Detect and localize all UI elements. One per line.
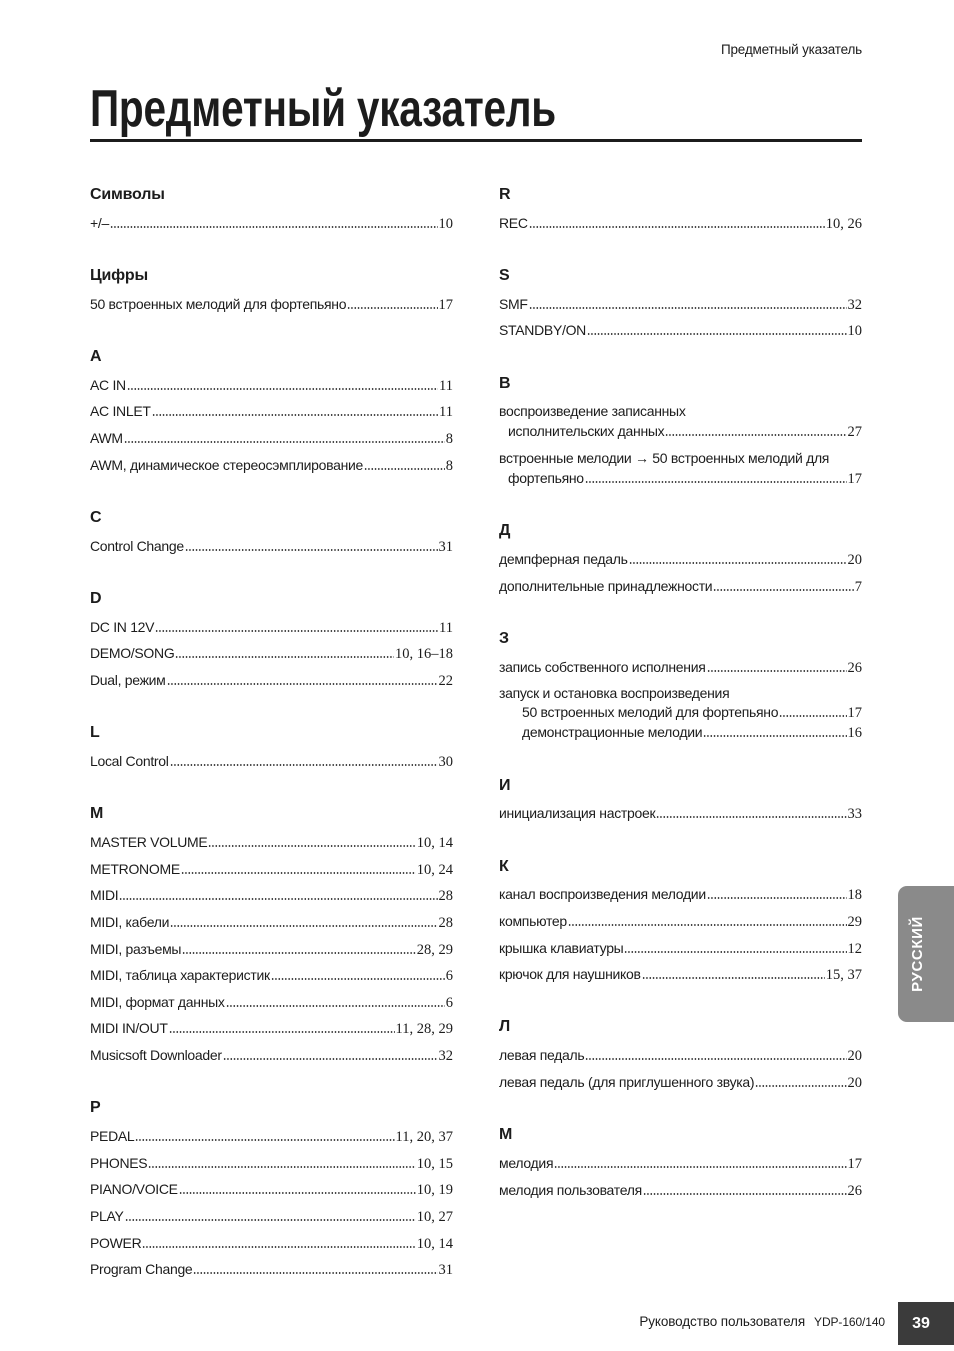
index-entry-row bbox=[499, 576, 862, 597]
entry-label: исполнительских данных bbox=[508, 423, 665, 440]
index-entry bbox=[499, 801, 862, 828]
dot-leader bbox=[148, 1166, 415, 1168]
section-heading: C bbox=[90, 508, 102, 526]
index-section bbox=[499, 852, 862, 989]
index-section bbox=[90, 342, 453, 479]
index-entry bbox=[499, 573, 862, 600]
dot-leader bbox=[656, 816, 846, 818]
index-entry-row bbox=[90, 401, 453, 422]
dot-leader bbox=[155, 630, 438, 632]
entry-label: AWM bbox=[90, 430, 123, 447]
index-entry-row bbox=[499, 1045, 862, 1066]
entry-label: SMF bbox=[499, 295, 528, 312]
index-entry-row bbox=[499, 911, 862, 932]
entry-label: левая педаль bbox=[499, 1047, 585, 1064]
page-reference: 18 bbox=[847, 887, 862, 904]
entry-label: мелодия пользователя bbox=[499, 1181, 642, 1198]
dot-leader bbox=[152, 414, 438, 416]
page-reference: 11 bbox=[439, 619, 453, 636]
index-section bbox=[499, 261, 862, 344]
index-entry bbox=[90, 909, 453, 936]
dot-leader bbox=[223, 1058, 438, 1060]
dot-leader bbox=[226, 1005, 445, 1007]
dot-leader bbox=[703, 735, 846, 737]
dot-leader bbox=[707, 897, 847, 899]
entry-label: фортепьяно bbox=[508, 470, 584, 487]
index-entry bbox=[499, 546, 862, 573]
index-entry bbox=[90, 1176, 453, 1203]
entry-label: компьютер bbox=[499, 913, 567, 930]
page-reference: 31 bbox=[438, 1262, 453, 1279]
dot-leader bbox=[707, 670, 847, 672]
page-reference: 33 bbox=[847, 806, 862, 823]
entry-label: дополнительные принадлежности bbox=[499, 577, 713, 594]
page-reference: 32 bbox=[847, 296, 862, 313]
index-entry bbox=[499, 961, 862, 988]
footer-model: YDP-160/140 bbox=[814, 1315, 885, 1329]
dot-leader bbox=[529, 307, 847, 309]
page-reference: 26 bbox=[847, 659, 862, 676]
dot-leader bbox=[568, 924, 847, 926]
page-reference: 30 bbox=[438, 754, 453, 771]
entry-label: PEDAL bbox=[90, 1128, 135, 1145]
index-section bbox=[90, 180, 453, 237]
section-heading: Д bbox=[499, 522, 511, 540]
index-entry-row bbox=[90, 428, 453, 449]
index-entry bbox=[499, 445, 862, 492]
index-entry-row bbox=[90, 751, 453, 772]
index-entry-row bbox=[90, 1153, 453, 1174]
dot-leader bbox=[175, 656, 394, 658]
entry-label: канал воспроизведения мелодии bbox=[499, 886, 706, 903]
index-entry-row bbox=[90, 832, 453, 853]
index-entry bbox=[499, 210, 862, 237]
section-heading: В bbox=[499, 374, 511, 392]
index-entry-row bbox=[90, 643, 453, 664]
dot-leader bbox=[193, 1272, 437, 1274]
index-column-left bbox=[90, 180, 453, 1307]
page-reference: 10 bbox=[847, 323, 862, 340]
entry-label: MIDI, разъемы bbox=[90, 940, 182, 957]
index-section bbox=[499, 516, 862, 599]
index-section bbox=[499, 1012, 862, 1095]
index-column-right bbox=[499, 180, 862, 1228]
section-heading: M bbox=[90, 805, 104, 823]
entry-label: AC INLET bbox=[90, 403, 151, 420]
index-entry-row bbox=[90, 294, 453, 315]
section-heading: К bbox=[499, 857, 509, 875]
index-entry bbox=[499, 908, 862, 935]
index-entry-row bbox=[90, 1233, 453, 1254]
entry-label: Program Change bbox=[90, 1261, 193, 1278]
index-entry-row bbox=[499, 803, 862, 824]
entry-label: 50 встроенных мелодий для фортепьяно bbox=[90, 295, 347, 312]
entry-label: PIANO/VOICE bbox=[90, 1181, 178, 1198]
language-tab bbox=[898, 886, 954, 1022]
index-entry bbox=[90, 452, 453, 479]
page-reference: 10, 14 bbox=[416, 835, 453, 852]
page-reference: 10, 24 bbox=[416, 861, 453, 878]
entry-label: PHONES bbox=[90, 1154, 148, 1171]
index-entry bbox=[499, 681, 862, 747]
index-entry bbox=[90, 748, 453, 775]
index-entry-row bbox=[499, 703, 862, 723]
page-reference: 6 bbox=[445, 968, 453, 985]
index-section bbox=[90, 261, 453, 318]
page-reference: 29 bbox=[847, 914, 862, 931]
entry-label: POWER bbox=[90, 1234, 142, 1251]
section-heading: S bbox=[499, 267, 510, 285]
index-entry bbox=[90, 936, 453, 963]
index-entry bbox=[90, 856, 453, 883]
index-entry-row bbox=[499, 884, 862, 905]
index-entry bbox=[90, 1042, 453, 1069]
dot-leader bbox=[185, 549, 438, 551]
entry-label: STANDBY/ON bbox=[499, 322, 586, 339]
entry-label: AWM, динамическое стереосэмплирование bbox=[90, 456, 364, 473]
dot-leader bbox=[119, 898, 437, 900]
index-entry-row bbox=[90, 375, 453, 396]
entry-label: Control Change bbox=[90, 537, 184, 554]
section-heading: И bbox=[499, 776, 511, 794]
dot-leader bbox=[587, 333, 847, 335]
index-entry bbox=[499, 882, 862, 909]
entry-label: +/– bbox=[90, 214, 109, 231]
page-reference: 20 bbox=[847, 1074, 862, 1091]
page-reference: 20 bbox=[847, 1048, 862, 1065]
index-entry-row bbox=[499, 1072, 862, 1093]
index-entry-row bbox=[90, 992, 453, 1013]
index-entry bbox=[90, 372, 453, 399]
page-reference: 12 bbox=[847, 940, 862, 957]
entry-label: Musicsoft Downloader bbox=[90, 1047, 222, 1064]
dot-leader bbox=[208, 845, 415, 847]
dot-leader bbox=[643, 1193, 847, 1195]
page-reference: 22 bbox=[438, 673, 453, 689]
dot-leader bbox=[585, 481, 847, 483]
index-entry-row bbox=[90, 536, 453, 557]
index-entry-row bbox=[499, 549, 862, 570]
page-reference: 28 bbox=[438, 914, 453, 931]
entry-label: METRONOME bbox=[90, 860, 180, 877]
dot-leader bbox=[665, 434, 846, 436]
dot-leader bbox=[125, 1219, 416, 1221]
page-reference: 26 bbox=[847, 1182, 862, 1199]
footer-manual-title: Руководство пользователя bbox=[639, 1314, 806, 1329]
entry-label: встроенные мелодии → 50 встроенных мелодий для bbox=[499, 450, 830, 467]
running-header: Предметный указатель bbox=[721, 42, 862, 57]
index-entry-row bbox=[499, 938, 862, 959]
dot-leader bbox=[169, 1031, 395, 1033]
page-reference: 10 bbox=[438, 215, 453, 232]
section-heading: М bbox=[499, 1126, 513, 1144]
entry-label: DEMO/SONG bbox=[90, 645, 175, 662]
index-section bbox=[499, 1120, 862, 1203]
index-entry bbox=[90, 614, 453, 641]
index-entry bbox=[90, 399, 453, 426]
page-number-box bbox=[898, 1302, 954, 1345]
index-entry bbox=[90, 962, 453, 989]
page-reference: 10, 26 bbox=[825, 215, 862, 232]
dot-leader bbox=[142, 1246, 415, 1248]
index-entry bbox=[90, 533, 453, 560]
index-entry bbox=[90, 667, 453, 694]
index-entry bbox=[90, 1203, 453, 1230]
section-heading: З bbox=[499, 629, 509, 647]
entry-label: крышка клавиатуры bbox=[499, 939, 624, 956]
section-heading: P bbox=[90, 1099, 101, 1117]
index-entry-row bbox=[90, 617, 453, 638]
dot-leader bbox=[181, 872, 416, 874]
dot-leader bbox=[713, 589, 853, 591]
index-entry bbox=[90, 291, 453, 318]
page-reference: 10, 19 bbox=[416, 1182, 453, 1199]
entry-label: MASTER VOLUME bbox=[90, 834, 208, 851]
index-entry-row bbox=[90, 455, 453, 476]
dot-leader bbox=[779, 715, 846, 717]
dot-leader bbox=[624, 951, 846, 953]
language-tab-label: РУССКИЙ bbox=[909, 916, 926, 992]
dot-leader bbox=[110, 226, 438, 228]
entry-label: Local Control bbox=[90, 753, 169, 770]
entry-label: MIDI IN/OUT bbox=[90, 1020, 168, 1037]
index-entry-row bbox=[90, 859, 453, 880]
entry-label: демпферная педаль bbox=[499, 551, 628, 568]
page-reference: 11 bbox=[439, 404, 453, 421]
entry-label: левая педаль (для приглушенного звука) bbox=[499, 1073, 755, 1090]
index-section bbox=[499, 180, 862, 237]
page-reference: 10, 14 bbox=[416, 1235, 453, 1252]
index-section bbox=[499, 369, 862, 492]
index-entry-row bbox=[90, 213, 453, 234]
index-entry bbox=[90, 210, 453, 237]
index-entry-row bbox=[499, 964, 862, 985]
index-section bbox=[90, 584, 453, 694]
dot-leader bbox=[170, 764, 438, 766]
index-section bbox=[90, 503, 453, 560]
index-entry bbox=[499, 935, 862, 962]
page-reference: 6 bbox=[445, 994, 453, 1011]
index-entry bbox=[90, 829, 453, 856]
page-title: Предметный указатель bbox=[90, 80, 557, 138]
section-heading: L bbox=[90, 724, 100, 742]
index-section bbox=[499, 624, 862, 746]
page-reference: 31 bbox=[438, 538, 453, 555]
page-reference: 17 bbox=[847, 705, 862, 722]
page-reference: 11, 28, 29 bbox=[395, 1021, 453, 1038]
index-entry-row bbox=[499, 657, 862, 678]
dot-leader bbox=[182, 952, 416, 954]
dot-leader bbox=[364, 468, 445, 470]
entry-label: DC IN 12V bbox=[90, 618, 155, 635]
page-reference: 17 bbox=[847, 471, 862, 488]
index-entry-row bbox=[499, 421, 862, 442]
index-entry bbox=[499, 654, 862, 681]
index-entry-row bbox=[90, 1126, 453, 1147]
section-heading: R bbox=[499, 186, 511, 203]
index-entry bbox=[90, 1230, 453, 1257]
index-entry-row bbox=[499, 723, 862, 743]
index-entry bbox=[499, 291, 862, 318]
section-heading: A bbox=[90, 348, 102, 366]
index-entry bbox=[90, 641, 453, 668]
entry-label: MIDI, формат данных bbox=[90, 993, 225, 1010]
entry-label: AC IN bbox=[90, 376, 126, 393]
index-section bbox=[90, 799, 453, 1069]
index-entry bbox=[90, 1256, 453, 1283]
index-entry-row bbox=[90, 1259, 453, 1280]
page-reference: 11 bbox=[439, 377, 453, 394]
index-entry bbox=[499, 318, 862, 345]
dot-leader bbox=[179, 1192, 416, 1194]
index-entry-row bbox=[499, 294, 862, 315]
entry-label: мелодия bbox=[499, 1154, 554, 1171]
entry-label: Dual, режим bbox=[90, 672, 166, 688]
section-heading: Л bbox=[499, 1018, 511, 1036]
index-entry-row bbox=[90, 912, 453, 933]
page-reference: 20 bbox=[847, 552, 862, 569]
index-entry bbox=[90, 989, 453, 1016]
entry-label: MIDI, кабели bbox=[90, 913, 170, 930]
entry-label: MIDI bbox=[90, 887, 119, 904]
dot-leader bbox=[167, 683, 438, 685]
section-heading: Цифры bbox=[90, 267, 148, 285]
index-entry-row bbox=[499, 213, 862, 234]
entry-label: PLAY bbox=[90, 1207, 124, 1224]
page-reference: 10, 16–18 bbox=[395, 646, 453, 663]
index-entry-row bbox=[90, 1179, 453, 1200]
index-entry-row bbox=[499, 320, 862, 341]
entry-label: REC bbox=[499, 214, 528, 231]
index-section bbox=[90, 1093, 453, 1283]
index-entry bbox=[90, 882, 453, 909]
page-reference: 28, 29 bbox=[416, 941, 453, 958]
index-entry bbox=[499, 1150, 862, 1177]
title-rule bbox=[90, 139, 862, 142]
dot-leader bbox=[642, 977, 825, 979]
page-number: 39 bbox=[912, 1315, 930, 1332]
entry-label: MIDI, таблица характеристик bbox=[90, 967, 270, 984]
entry-label: воспроизведение записанных bbox=[499, 403, 686, 420]
index-entry bbox=[499, 399, 862, 446]
index-entry-row bbox=[90, 1018, 453, 1039]
index-entry-row bbox=[499, 1153, 862, 1174]
index-section bbox=[90, 718, 453, 775]
index-entry bbox=[90, 1150, 453, 1177]
page-reference: 10, 15 bbox=[416, 1155, 453, 1172]
index-entry bbox=[499, 1069, 862, 1096]
page-reference: 8 bbox=[445, 431, 453, 448]
entry-label: 50 встроенных мелодий для фортепьяно bbox=[522, 704, 779, 721]
index-entry-row bbox=[90, 939, 453, 960]
index-entry bbox=[499, 1177, 862, 1204]
index-entry bbox=[90, 1123, 453, 1150]
page-reference: 11, 20, 37 bbox=[395, 1129, 453, 1146]
entry-label: запуск и остановка воспроизведения bbox=[499, 685, 730, 702]
index-entry-row bbox=[90, 1045, 453, 1066]
entry-label: запись собственного исполнения bbox=[499, 658, 706, 675]
dot-leader bbox=[135, 1139, 394, 1141]
page-reference: 7 bbox=[854, 578, 862, 595]
dot-leader bbox=[127, 388, 438, 390]
entry-label: инициализация настроек bbox=[499, 805, 656, 822]
index-entry-row bbox=[90, 965, 453, 986]
index-entry-row bbox=[90, 1206, 453, 1227]
dot-leader bbox=[755, 1085, 846, 1087]
page-reference: 17 bbox=[847, 1155, 862, 1172]
page-reference: 15, 37 bbox=[825, 967, 862, 984]
index-entry bbox=[499, 1042, 862, 1069]
section-heading: Символы bbox=[90, 186, 165, 203]
index-entry-row bbox=[90, 670, 453, 691]
page-reference: 27 bbox=[847, 424, 862, 441]
dot-leader bbox=[124, 441, 445, 443]
index-entry bbox=[90, 425, 453, 452]
page-reference: 16 bbox=[847, 725, 862, 742]
section-heading: D bbox=[90, 589, 102, 607]
page-reference: 10, 27 bbox=[416, 1208, 453, 1225]
dot-leader bbox=[554, 1166, 846, 1168]
dot-leader bbox=[170, 925, 437, 927]
dot-leader bbox=[629, 562, 847, 564]
index-entry-row bbox=[499, 468, 862, 489]
index-section bbox=[499, 771, 862, 828]
index-entry-row bbox=[499, 1180, 862, 1201]
dot-leader bbox=[347, 307, 437, 309]
page-reference: 17 bbox=[438, 296, 453, 313]
page-reference: 8 bbox=[445, 457, 453, 474]
dot-leader bbox=[585, 1058, 846, 1060]
index-entry bbox=[90, 1016, 453, 1043]
dot-leader bbox=[271, 978, 445, 980]
footer bbox=[639, 1313, 885, 1331]
page-reference: 28 bbox=[438, 888, 453, 905]
entry-label: крючок для наушников bbox=[499, 966, 641, 983]
dot-leader bbox=[529, 226, 825, 228]
page-reference: 32 bbox=[438, 1048, 453, 1065]
entry-label: демонстрационные мелодии bbox=[522, 724, 703, 741]
index-entry-row bbox=[90, 885, 453, 906]
